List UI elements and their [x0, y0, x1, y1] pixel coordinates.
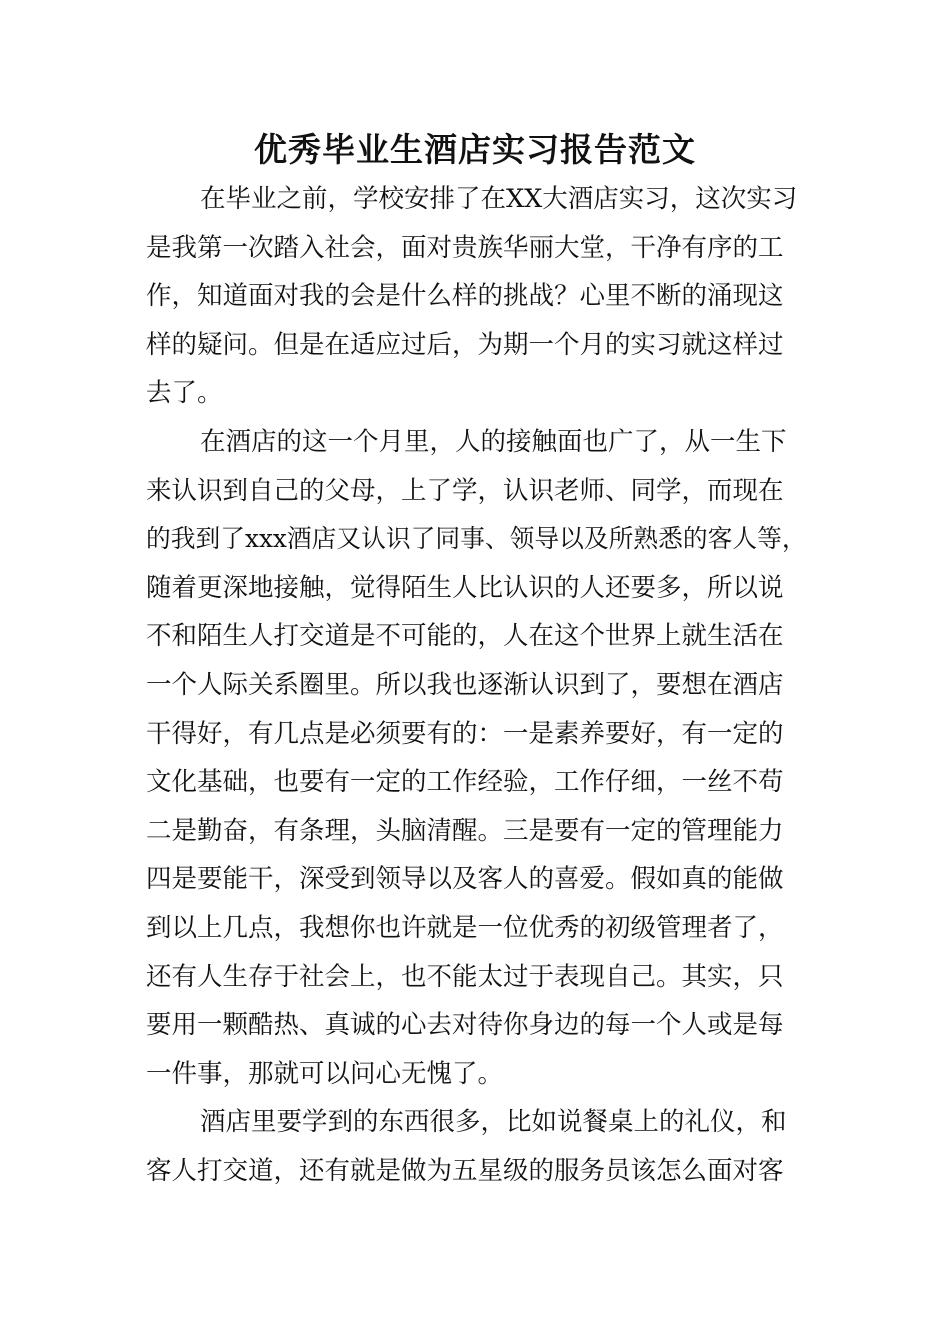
- text-line: 在酒店的这一个月里，人的接触面也广了，从一生下: [200, 426, 787, 457]
- text-line: 客人打交道，还有就是做为五星级的服务员该怎么面对客: [146, 1155, 784, 1186]
- text-line: 作，知道面对我的会是什么样的挑战？心里不断的涌现这: [146, 281, 784, 312]
- paragraph-2: [146, 418, 810, 1098]
- document-body: [146, 175, 810, 1195]
- text-line: 还有人生存于社会上，也不能太过于表现自己。其实，只: [146, 961, 784, 992]
- document-title: 优秀毕业生酒店实习报告范文: [254, 130, 696, 169]
- text-line: 酒店里要学到的东西很多，比如说餐桌上的礼仪，和: [200, 1107, 787, 1138]
- text-line: 文化基础，也要有一定的工作经验，工作仔细，一丝不苟: [146, 767, 784, 798]
- text-line: 样的疑问。但是在适应过后，为期一个月的实习就这样过: [146, 329, 784, 360]
- text-line: 二是勤奋，有条理，头脑清醒。三是要有一定的管理能力: [146, 815, 784, 846]
- text-line: 在毕业之前，学校安排了在XX大酒店实习，这次实习: [200, 184, 798, 214]
- text-line: 的我到了xxx酒店又认识了同事、领导以及所熟悉的客人等，: [146, 524, 807, 554]
- text-line: 要用一颗酷热、真诚的心去对待你身边的每一个人或是每: [146, 1010, 784, 1041]
- text-line: 是我第一次踏入社会，面对贵族华丽大堂，干净有序的工: [146, 232, 784, 263]
- paragraph-3: [146, 1098, 810, 1195]
- text-line: 干得好，有几点是必须要有的：一是素养要好，有一定的: [146, 718, 784, 749]
- paragraph-1: [146, 175, 810, 418]
- text-line: 随着更深地接触，觉得陌生人比认识的人还要多，所以说: [146, 572, 784, 603]
- text-line: 一件事，那就可以问心无愧了。: [146, 1058, 504, 1089]
- text-line: 不和陌生人打交道是不可能的，人在这个世界上就生活在: [146, 621, 784, 652]
- text-line: 去了。: [146, 378, 223, 409]
- text-line: 一个人际关系圈里。所以我也逐渐认识到了，要想在酒店: [146, 669, 784, 700]
- text-line: 来认识到自己的父母，上了学，认识老师、同学，而现在: [146, 475, 784, 506]
- text-line: 四是要能干，深受到领导以及客人的喜爱。假如真的能做: [146, 864, 784, 895]
- text-line: 到以上几点，我想你也许就是一位优秀的初级管理者了，: [146, 912, 784, 943]
